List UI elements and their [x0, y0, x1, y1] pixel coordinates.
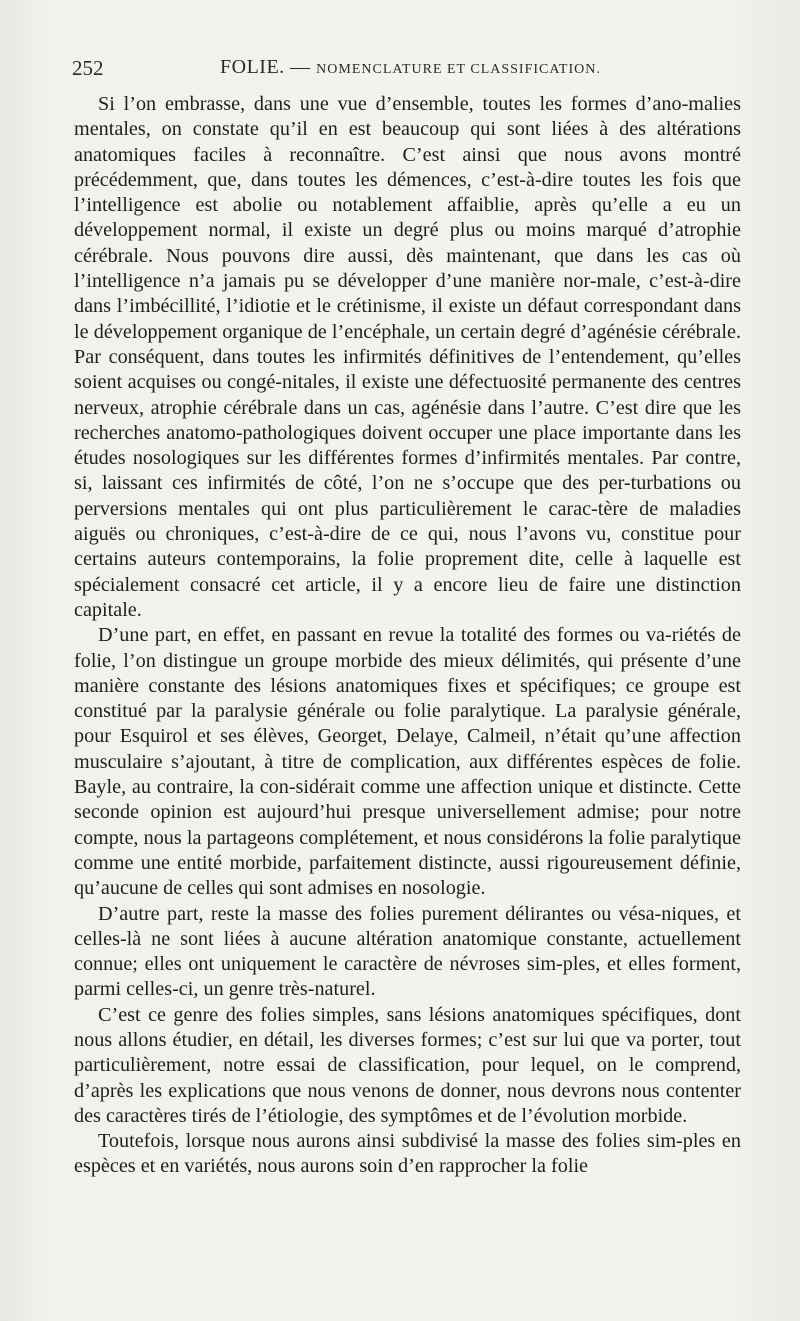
paragraph-5: Toutefois, lorsque nous aurons ainsi subdivisé la masse des folies sim-ples en espèces et en variétés, nous aurons soin d’en rapprocher la folie [74, 1130, 741, 1178]
paragraph-3: D’autre part, reste la masse des folies purement délirantes ou vésa-niques, et celles-là ne sont liées à aucune altération anatomique constante, actuellement connue; elles ont uniquement le caractère de névroses sim-ples, et elles forment, parmi celles-ci, un genre très-naturel. [74, 902, 741, 1001]
running-head-subtitle: NOMENCLATURE ET CLASSIFICATION. [316, 62, 601, 77]
running-head-title: FOLIE. [220, 56, 285, 78]
running-head [220, 56, 601, 79]
page-header [72, 56, 740, 86]
body-text [74, 92, 741, 1180]
running-head-dash: — [290, 56, 311, 78]
paragraph-1: Si l’on embrasse, dans une vue d’ensemble, toutes les formes d’ano-malies mentales, on constate qu’il en est beaucoup qui sont liées à des altérations anatomiques faciles à reconnaître. C’est ainsi que nous avons montré précédemment, que, dans toutes les démences, c’est-à-dire toutes les fois que l’intelligence est abolie ou notablement affaiblie, après qu’elle a eu un développement normal, il existe un degré plus ou moins marqué d’atrophie cérébrale. Nous pouvons dire aussi, dès maintenant, que dans les cas où l’intelligence n’a jamais pu se développer d’une manière nor-male, c’est-à-dire dans l’imbécillité, l’idiotie et le crétinisme, il existe un défaut correspondant dans le développement organique de l’encéphale, un certain degré d’agénésie cérébrale. Par conséquent, dans toutes les infirmités définitives de l’entendement, qu’elles soient acquises ou congé-nitales, il existe une défectuosité permanente des centres nerveux, atrophie cérébrale dans un cas, agénésie dans l’autre. C’est dire que les recherches anatomo-pathologiques doivent occuper une place importante dans les études nosologiques sur les différentes formes d’infirmités mentales. Par contre, si, laissant ces infirmités de côté, l’on ne s’occupe que des per-turbations ou perversions mentales qui ont plus particulièrement le carac-tère de maladies aiguës ou chroniques, c’est-à-dire de ce qui, nous l’avons vu, constitue pour certains auteurs contemporains, la folie proprement dite, celle à laquelle est spécialement consacré cet article, il y a encore lieu de faire une distinction capitale. [74, 93, 741, 621]
paragraph-2: D’une part, en effet, en passant en revue la totalité des formes ou va-riétés de folie, l’on distingue un groupe morbide des mieux délimités, qui présente d’une manière constante des lésions anatomiques fixes et spécifiques; ce groupe est constitué par la paralysie générale ou folie paralytique. La paralysie générale, pour Esquirol et ses élèves, Georget, Delaye, Calmeil, n’était qu’une affection musculaire s’ajoutant, à titre de complication, aux différentes espèces de folie. Bayle, au contraire, la con-sidérait comme une affection unique et distincte. Cette seconde opinion est aujourd’hui presque universellement admise; pour notre compte, nous la partageons complétement, et nous considérons la folie paralytique comme une entité morbide, parfaitement distincte, aussi rigoureusement définie, qu’aucune de celles qui sont admises en nosologie. [74, 624, 741, 900]
page-number: 252 [72, 56, 104, 80]
paragraph-4: C’est ce genre des folies simples, sans lésions anatomiques spécifiques, dont nous allons étudier, en détail, les diverses formes; c’est sur lui que va porter, tout particulièrement, notre essai de classification, pour lequel, on le comprend, d’après les explications que nous venons de donner, nous devrons nous contenter des caractères tirés de l’étiologie, des symptômes et de l’évolution morbide. [74, 1003, 741, 1127]
